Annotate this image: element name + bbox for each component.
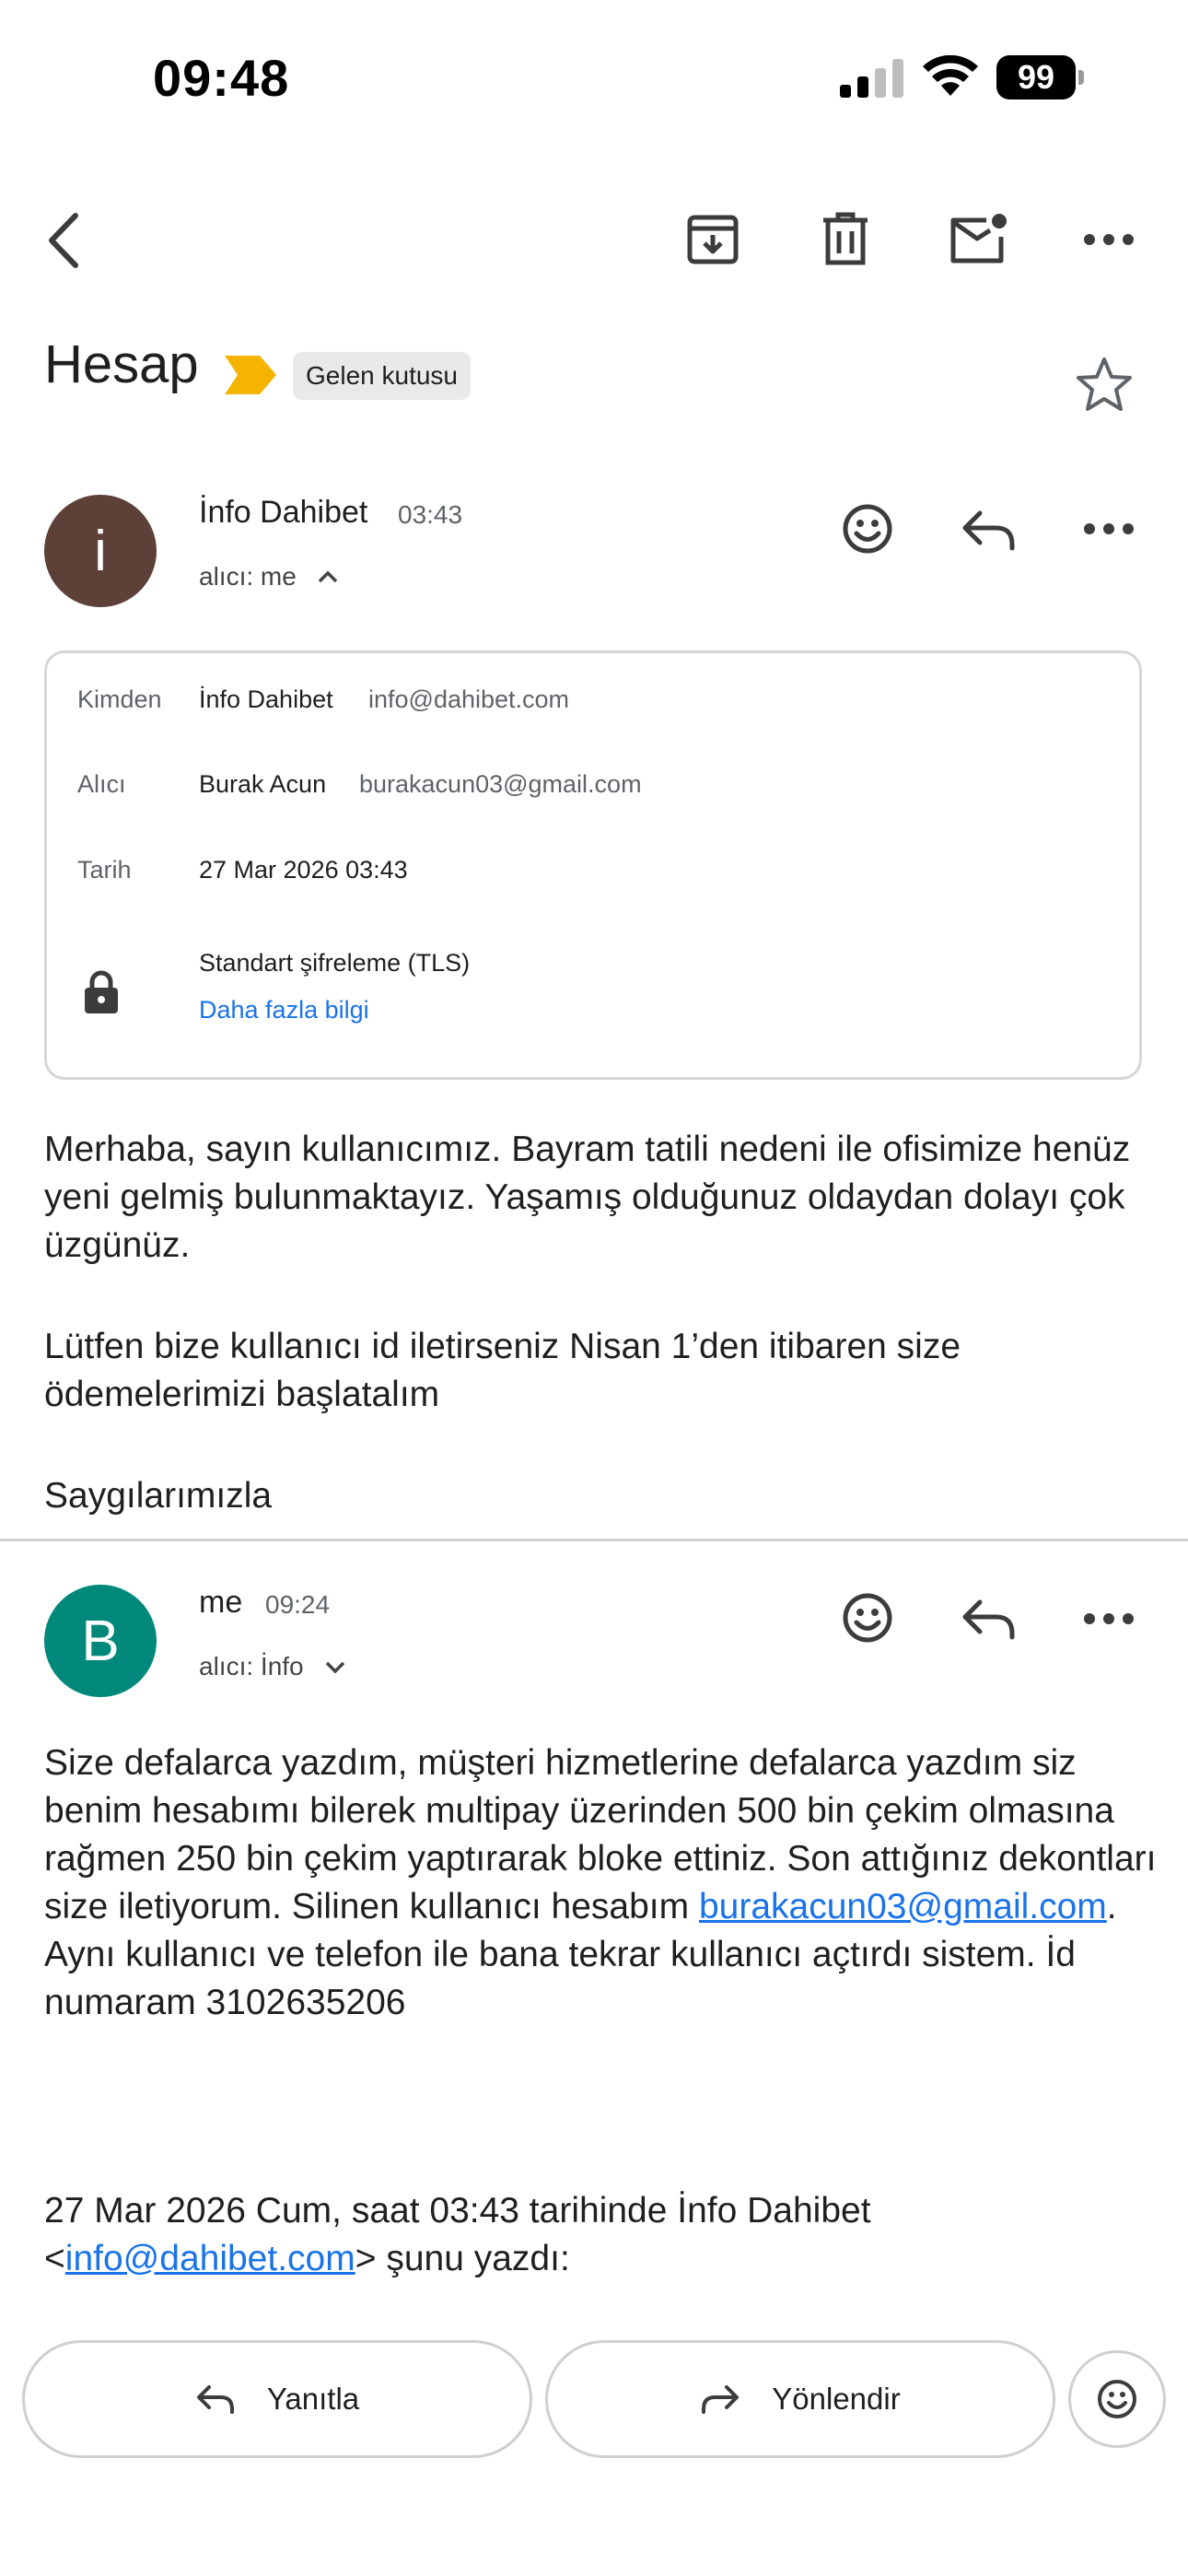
quote-suffix: > şunu yazdı:: [355, 2239, 570, 2278]
to-label: Alıcı: [77, 770, 126, 798]
battery-level: 99: [996, 55, 1076, 100]
quote-bracket: <: [44, 2239, 65, 2278]
trash-icon: [821, 211, 869, 268]
wifi-icon: [921, 55, 980, 98]
react-button[interactable]: [833, 1583, 903, 1653]
body-text: . Aynı kullanıcı ve telefon ile bana tekrar kullanıcı açtırdı sistem. İd numaram 3102635206: [44, 1887, 1117, 2022]
quoted-header: [44, 2187, 1149, 2283]
recipient-toggle[interactable]: [199, 1652, 346, 1681]
forward-button-label: Yönlendir: [772, 2382, 901, 2416]
body-signoff: Saygılarımızla: [44, 1476, 273, 1516]
sender-name: me: [199, 1585, 243, 1620]
recipient-toggle[interactable]: [199, 562, 339, 591]
message-more-button[interactable]: [1074, 1598, 1144, 1639]
quote-attribution: 27 Mar 2026 Cum, saat 03:43 tarihinde İnfo Dahibet: [44, 2191, 871, 2231]
react-emoji-button[interactable]: [1068, 2350, 1166, 2448]
star-icon: [1075, 356, 1134, 413]
react-button[interactable]: [833, 494, 903, 564]
back-button[interactable]: [33, 208, 92, 273]
delete-button[interactable]: [810, 205, 880, 275]
label-chip[interactable]: Gelen kutusu: [293, 352, 471, 400]
body-text: Size defalarca yazdım, müşteri hizmetlerine defalarca yazdım siz benim hesabımı bilerek multipay üzerinden 500 bin çekim olmasına rağmen 250 bin çekim yaptırarak bloke ettiniz. Son attığınız dekontları size iletiyorum. Silinen kullanıcı hesabım: [44, 1743, 1157, 1926]
back-arrow-icon: [44, 212, 81, 269]
sender-name: İnfo Dahibet: [199, 495, 368, 530]
date-value: 27 Mar 2026 03:43: [199, 856, 408, 884]
email-subject: Hesap: [44, 334, 199, 394]
more-info-link[interactable]: Daha fazla bilgi: [199, 996, 369, 1024]
sender-avatar[interactable]: B: [44, 1585, 157, 1697]
mark-unread-button[interactable]: [943, 205, 1013, 275]
forward-icon: [700, 2383, 740, 2415]
message-divider: [0, 1539, 1188, 1541]
reply-button-label: Yanıtla: [266, 2382, 360, 2416]
status-time: 09:48: [153, 49, 290, 107]
chevron-up-icon: [317, 569, 339, 584]
emoji-icon: [842, 503, 893, 555]
emoji-icon: [1097, 2379, 1137, 2419]
important-label-icon[interactable]: [225, 356, 276, 394]
encryption-text: Standart şifreleme (TLS): [199, 949, 471, 977]
message-body: [44, 1739, 1168, 2027]
to-name: Burak Acun: [199, 770, 327, 798]
more-options-button[interactable]: [1074, 219, 1144, 260]
more-horizontal-icon: [1083, 233, 1135, 246]
cellular-signal-icon: [840, 59, 904, 98]
reply-icon-button[interactable]: [954, 498, 1024, 562]
emoji-icon: [842, 1592, 893, 1644]
body-paragraph: Lütfen bize kullanıcı id iletirseniz Nisan 1’den itibaren size ödemelerimizi başlatalım: [44, 1327, 961, 1414]
message-more-button[interactable]: [1074, 509, 1144, 549]
more-horizontal-icon: [1083, 1612, 1135, 1625]
recipient-line: alıcı: me: [199, 562, 297, 591]
from-email[interactable]: info@dahibet.com: [368, 685, 570, 713]
message-time: 03:43: [398, 500, 463, 529]
reply-button[interactable]: [22, 2340, 532, 2458]
archive-icon: [685, 212, 740, 267]
mail-unread-icon: [948, 213, 1008, 266]
message-time: 09:24: [265, 1590, 331, 1619]
message-body: [44, 1126, 1149, 1520]
date-label: Tarih: [77, 856, 132, 884]
archive-button[interactable]: [678, 206, 748, 273]
recipient-line: alıcı: İnfo: [199, 1652, 304, 1680]
reply-icon: [961, 508, 1017, 552]
body-paragraph: Merhaba, sayın kullanıcımız. Bayram tatili nedeni ile ofisimize henüz yeni gelmiş bulunmaktayız. Yaşamış olduğunuz oldaydan dolayı çok üzgünüz.: [44, 1130, 1131, 1265]
more-horizontal-icon: [1083, 522, 1135, 535]
reply-icon-button[interactable]: [954, 1587, 1024, 1651]
star-button[interactable]: [1072, 352, 1136, 416]
battery-indicator: [996, 55, 1085, 100]
reply-icon: [195, 2383, 236, 2415]
chevron-down-icon: [324, 1659, 346, 1674]
to-email[interactable]: burakacun03@gmail.com: [359, 770, 642, 798]
from-name: İnfo Dahibet: [199, 685, 333, 713]
lock-icon: [83, 969, 120, 1015]
forward-button[interactable]: [545, 2340, 1055, 2458]
email-link[interactable]: burakacun03@gmail.com: [698, 1887, 1107, 1926]
reply-icon: [961, 1597, 1017, 1641]
from-label: Kimden: [77, 685, 162, 713]
sender-avatar[interactable]: i: [44, 495, 157, 607]
quote-email-link[interactable]: info@dahibet.com: [64, 2239, 355, 2278]
